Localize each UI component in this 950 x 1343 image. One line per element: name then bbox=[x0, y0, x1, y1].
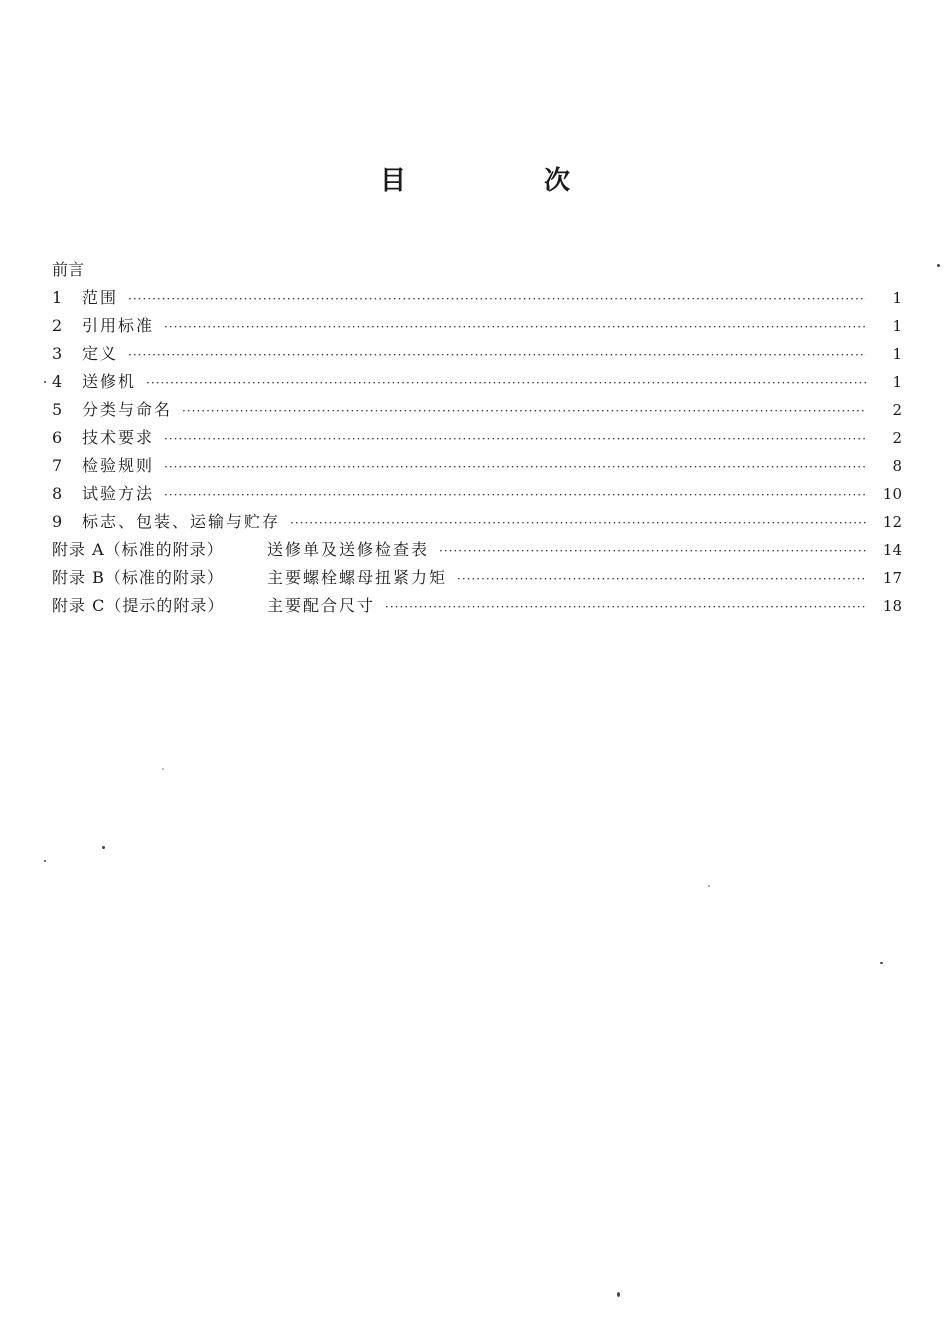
dot-leader bbox=[164, 453, 866, 481]
dot-leader bbox=[164, 481, 866, 509]
toc-entry-label: 引用标准 bbox=[82, 316, 155, 335]
scan-speck bbox=[44, 381, 46, 383]
appendix-page: 14 bbox=[882, 541, 902, 559]
dot-leader bbox=[182, 397, 866, 425]
toc-entry-page: 2 bbox=[892, 429, 902, 447]
toc-entry-page: 1 bbox=[892, 289, 902, 307]
dot-leader bbox=[128, 341, 866, 369]
scan-speck bbox=[162, 768, 164, 770]
appendix-label: 主要配合尺寸 bbox=[267, 596, 376, 615]
toc-entry-page: 1 bbox=[892, 345, 902, 363]
dot-leader bbox=[385, 593, 866, 621]
scan-speck bbox=[44, 860, 46, 862]
toc-entry-page: 2 bbox=[892, 401, 902, 419]
dot-leader bbox=[457, 565, 866, 593]
appendix-label: 送修单及送修检查表 bbox=[267, 540, 430, 559]
toc-entry-page: 1 bbox=[892, 373, 902, 391]
toc-entry[interactable] bbox=[52, 284, 902, 312]
page-title: 目 次 bbox=[379, 166, 626, 196]
table-of-contents bbox=[52, 256, 902, 620]
scan-speck bbox=[708, 885, 710, 887]
toc-entry-label: 范围 bbox=[82, 288, 119, 307]
toc-appendix-entry[interactable] bbox=[52, 564, 902, 592]
toc-entry-number: 6 bbox=[52, 428, 63, 447]
scan-speck bbox=[880, 962, 883, 964]
toc-entry-number: 2 bbox=[52, 316, 63, 335]
toc-entry-number: 4 bbox=[52, 372, 63, 391]
toc-entry-label: 标志、包装、运输与贮存 bbox=[82, 512, 281, 531]
toc-entry-number: 1 bbox=[52, 288, 63, 307]
toc-entry[interactable] bbox=[52, 340, 902, 368]
dot-leader bbox=[290, 509, 866, 537]
toc-entry[interactable] bbox=[52, 424, 902, 452]
dot-leader bbox=[146, 369, 866, 397]
toc-entry-label: 检验规则 bbox=[82, 456, 155, 475]
toc-entry-label: 技术要求 bbox=[82, 428, 155, 447]
toc-entry-number: 5 bbox=[52, 400, 63, 419]
dot-leader bbox=[164, 425, 866, 453]
toc-appendix-entry[interactable] bbox=[52, 592, 902, 620]
appendix-label: 主要螺栓螺母扭紧力矩 bbox=[267, 568, 448, 587]
toc-entry-number: 7 bbox=[52, 456, 63, 475]
toc-entry-label: 试验方法 bbox=[82, 484, 155, 503]
toc-entry-number: 3 bbox=[52, 344, 63, 363]
toc-entry[interactable] bbox=[52, 368, 902, 396]
toc-entry-page: 8 bbox=[892, 457, 902, 475]
toc-entry-page: 1 bbox=[892, 317, 902, 335]
toc-entry-number: 8 bbox=[52, 484, 63, 503]
dot-leader bbox=[439, 537, 866, 565]
toc-entry[interactable] bbox=[52, 480, 902, 508]
appendix-page: 17 bbox=[882, 569, 902, 587]
toc-entry[interactable] bbox=[52, 452, 902, 480]
toc-entry[interactable] bbox=[52, 312, 902, 340]
appendix-prefix: 附录 A（标准的附录） bbox=[52, 540, 224, 559]
toc-entry-label: 分类与命名 bbox=[82, 400, 173, 419]
appendix-prefix: 附录 C（提示的附录） bbox=[52, 596, 225, 615]
scan-speck bbox=[937, 264, 940, 267]
toc-preface[interactable]: 前言 bbox=[52, 260, 85, 279]
toc-entry-page: 12 bbox=[882, 513, 902, 531]
toc-entry-number: 9 bbox=[52, 512, 63, 531]
toc-entry-page: 10 bbox=[882, 485, 902, 503]
toc-entry-label: 送修机 bbox=[82, 372, 137, 391]
appendix-prefix: 附录 B（标准的附录） bbox=[52, 568, 224, 587]
toc-entry[interactable] bbox=[52, 396, 902, 424]
scan-speck bbox=[617, 1292, 620, 1297]
toc-entry[interactable] bbox=[52, 508, 902, 536]
scan-speck bbox=[102, 846, 105, 849]
appendix-page: 18 bbox=[882, 597, 902, 615]
dot-leader bbox=[128, 285, 866, 313]
dot-leader bbox=[164, 313, 866, 341]
toc-appendix-entry[interactable] bbox=[52, 536, 902, 564]
toc-entry-label: 定义 bbox=[82, 344, 119, 363]
